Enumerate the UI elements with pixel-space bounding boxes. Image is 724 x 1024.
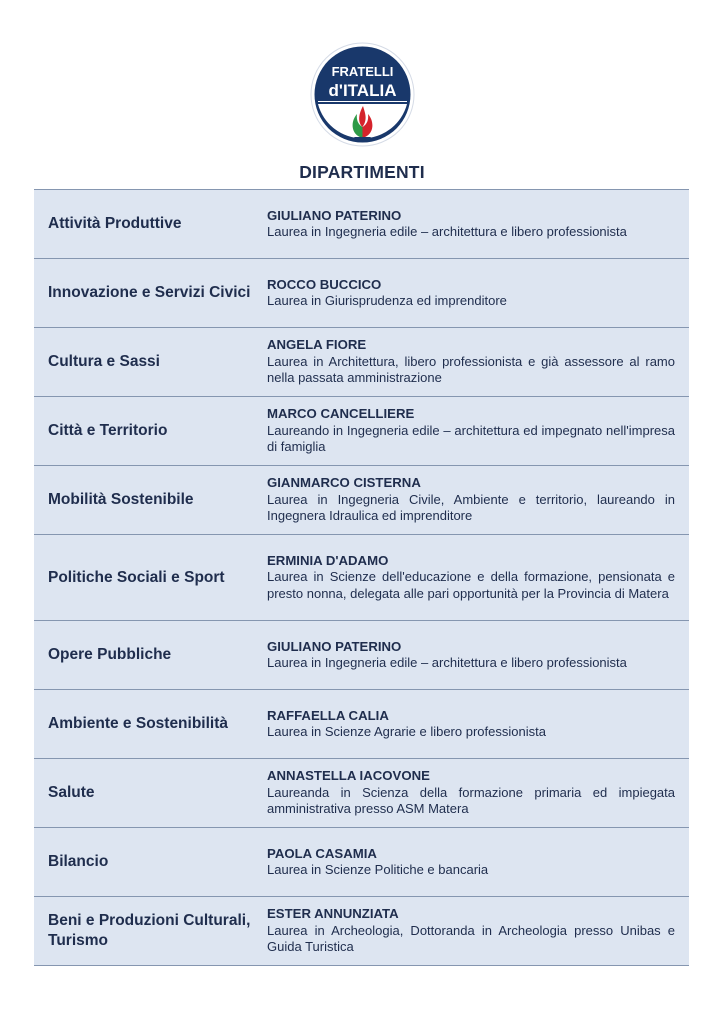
person-description: Laureando in Ingegneria edile – architettura ed impegnato nell'impresa di famiglia: [267, 422, 675, 455]
table-row: [34, 759, 689, 828]
table-row: [34, 466, 689, 535]
department-name: Cultura e Sassi: [48, 353, 160, 370]
department-name: Innovazione e Servizi Civici: [48, 284, 251, 301]
person-description: Laurea in Ingegneria edile – architettura e libero professionista: [267, 224, 627, 239]
svg-text:d'ITALIA: d'ITALIA: [328, 81, 397, 100]
person-description: Laurea in Ingegneria edile – architettura e libero professionista: [267, 655, 627, 670]
department-name: Attività Produttive: [48, 215, 182, 232]
department-info: [252, 553, 689, 603]
department-info: [252, 406, 689, 456]
department-name: Città e Territorio: [48, 422, 168, 439]
person-name: PAOLA CASAMIA: [267, 845, 377, 861]
person-name: ANNASTELLA IACOVONE: [267, 768, 430, 784]
departments-table: [34, 189, 689, 966]
department-info: [252, 846, 689, 879]
person-name: GIULIANO PATERINO: [267, 638, 402, 654]
department-info: [252, 277, 689, 310]
department-info: [252, 639, 689, 672]
person-name: GIANMARCO CISTERNA: [267, 475, 421, 491]
person-description: Laurea in Architettura, libero professionista e già assessore al ramo nella passata amministrazione: [267, 353, 675, 386]
department-name: Ambiente e Sostenibilità: [48, 715, 229, 732]
person-description: Laurea in Ingegneria Civile, Ambiente e territorio, laureando in Ingegnera Idraulica ed imprenditore: [267, 491, 675, 524]
department-info: [252, 208, 689, 241]
person-description: Laurea in Giurisprudenza ed imprenditore: [267, 293, 507, 308]
svg-text:FRATELLI: FRATELLI: [331, 64, 394, 79]
department-info: [252, 337, 689, 387]
person-description: Laurea in Archeologia, Dottoranda in Archeologia presso Unibas e Guida Turistica: [267, 922, 675, 955]
department-name: Beni e Produzioni Culturali, Turismo: [48, 912, 251, 949]
department-name: Salute: [48, 784, 95, 801]
person-name: ANGELA FIORE: [267, 337, 367, 353]
table-row: [34, 190, 689, 259]
table-row: [34, 535, 689, 621]
table-row: [34, 828, 689, 897]
person-name: ROCCO BUCCICO: [267, 276, 382, 292]
person-name: RAFFAELLA CALIA: [267, 707, 389, 723]
table-row: [34, 328, 689, 397]
person-description: Laureanda in Scienza della formazione primaria ed impiegata amministrativa presso ASM Matera: [267, 784, 675, 817]
department-name: Politiche Sociali e Sport: [48, 568, 225, 586]
person-name: GIULIANO PATERINO: [267, 207, 402, 223]
department-name: Mobilità Sostenibile: [48, 491, 194, 508]
department-info: [252, 475, 689, 525]
department-name: Opere Pubbliche: [48, 646, 172, 663]
person-description: Laurea in Scienze Agrarie e libero professionista: [267, 724, 546, 739]
table-row: [34, 259, 689, 328]
table-row: [34, 897, 689, 966]
department-info: [252, 768, 689, 818]
page-title: DIPARTIMENTI: [299, 162, 425, 182]
person-name: ESTER ANNUNZIATA: [267, 906, 399, 922]
department-name: Bilancio: [48, 853, 109, 870]
table-row: [34, 690, 689, 759]
person-name: ERMINIA D'ADAMO: [267, 552, 389, 568]
table-row: [34, 397, 689, 466]
table-row: [34, 621, 689, 690]
person-name: MARCO CANCELLIERE: [267, 406, 415, 422]
department-info: [252, 708, 689, 741]
party-logo: [310, 42, 415, 147]
person-description: Laurea in Scienze dell'educazione e della formazione, pensionata e presto nonna, delegata alle pari opportunità per la Provincia di Matera: [267, 569, 675, 601]
person-description: Laurea in Scienze Politiche e bancaria: [267, 862, 489, 877]
department-info: [252, 906, 689, 956]
